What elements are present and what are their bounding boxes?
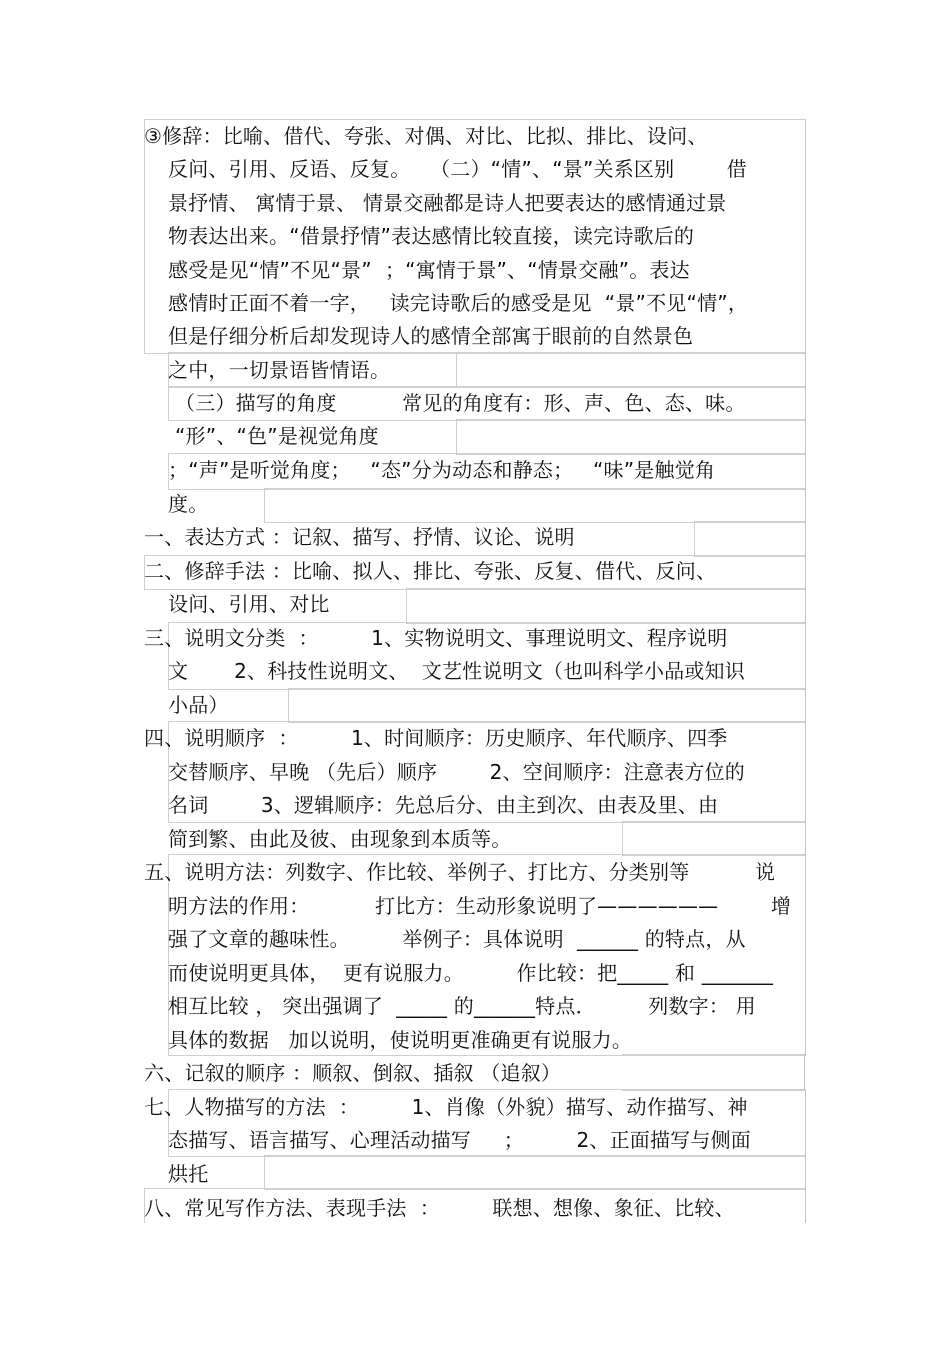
text-line-10: “形”、“色”是视觉角度 [175, 424, 379, 448]
text-line-22: 简到繁、由此及彼、由现象到本质等。 [168, 827, 512, 851]
text-line-24: 明方法的作用： 打比方：生动形象说明了—————— 增 [168, 894, 792, 918]
text-line-32: 烘托 [168, 1162, 209, 1186]
frame-box [406, 588, 806, 624]
text-line-30: 七、人物描写的方法 ： 1、肖像（外貌）描写、动作描写、神 [144, 1095, 748, 1119]
frame-box [622, 821, 806, 856]
frame-box [694, 521, 806, 557]
text-line-12: 度。 [168, 492, 209, 516]
text-line-3: 景抒情、 寓情于景、 情景交融都是诗人把要表达的感情通过景 [168, 191, 727, 215]
text-line-29: 六、记叙的顺序 ：顺叙、倒叙、插叙 （追叙） [144, 1061, 562, 1085]
text-line-33: 八、常见写作方法、表现手法 ： 联想、想像、象征、比较、 [144, 1196, 735, 1220]
frame-box [264, 488, 806, 523]
text-line-19: 四、说明顺序 ： 1、时间顺序：历史顺序、年代顺序、四季 [144, 726, 728, 750]
text-line-27: 相互比较 ， 突出强调了 _____ 的______特点． 列数字： 用 [168, 994, 756, 1018]
text-line-23: 五、说明方法：列数字、作比较、举例子、打比方、分类别等 说 [144, 860, 776, 884]
text-line-8: 之中，一切景语皆情语。 [168, 358, 391, 382]
text-line-2: 反问、引用、反语、反复。 （二）“情”、“景”关系区别 借 [168, 157, 747, 181]
text-line-1: ③修辞：比喻、借代、夸张、对偶、对比、比拟、排比、设问、 [144, 124, 708, 148]
text-line-5: 感受是见“情”不见“景” ；“寓情于景”、“情景交融”。表达 [168, 258, 690, 282]
text-line-14: 二、修辞手法 ：比喻、拟人、排比、夸张、反复、借代、反问、 [144, 559, 717, 583]
frame-box [264, 1155, 806, 1190]
frame-box [456, 352, 806, 388]
frame-box [288, 688, 806, 723]
text-line-6: 感情时正面不着一字， 读完诗歌后的感受是见 “景”不见“情”， [168, 291, 749, 315]
text-line-4: 物表达出来。“借景抒情”表达感情比较直接，读完诗歌后的 [168, 224, 695, 248]
text-line-13: 一、表达方式 ：记叙、描写、抒情、议论、说明 [144, 525, 575, 549]
text-line-26: 而使说明更具体， 更有说服力。 作比较：把_____ 和 _______ [168, 961, 774, 985]
frame-box [622, 1054, 805, 1091]
text-line-28: 具体的数据 加以说明，使说明更准确更有说服力。 [168, 1028, 633, 1052]
text-line-11: ；“声”是听觉角度； “态”分为动态和静态； “味”是触觉角 [168, 458, 716, 482]
frame-box [456, 419, 806, 455]
text-line-20: 交替顺序、早晚 （先后）顺序 2、空间顺序：注意表方位的 [168, 760, 745, 784]
text-line-18: 小品） [168, 693, 229, 717]
text-line-21: 名词 3、逻辑顺序：先总后分、由主到次、由表及里、由 [168, 793, 719, 817]
text-line-15: 设问、引用、对比 [168, 592, 330, 616]
text-line-25: 强了文章的趣味性。 举例子：具体说明 ______ 的特点，从 [168, 927, 746, 951]
text-line-9: （三）描写的角度 常见的角度有：形、声、色、态、味。 [175, 391, 746, 415]
text-line-16: 三、说明文分类 ： 1、实物说明文、事理说明文、程序说明 [144, 626, 728, 650]
text-line-7: 但是仔细分析后却发现诗人的感情全部寓于眼前的自然景色 [168, 324, 694, 348]
text-line-17: 文 2、科技性说明文、 文艺性说明文（也叫科学小品或知识 [168, 659, 745, 683]
text-line-31: 态描写、语言描写、心理活动描写 ； 2、正面描写与侧面 [168, 1128, 751, 1152]
